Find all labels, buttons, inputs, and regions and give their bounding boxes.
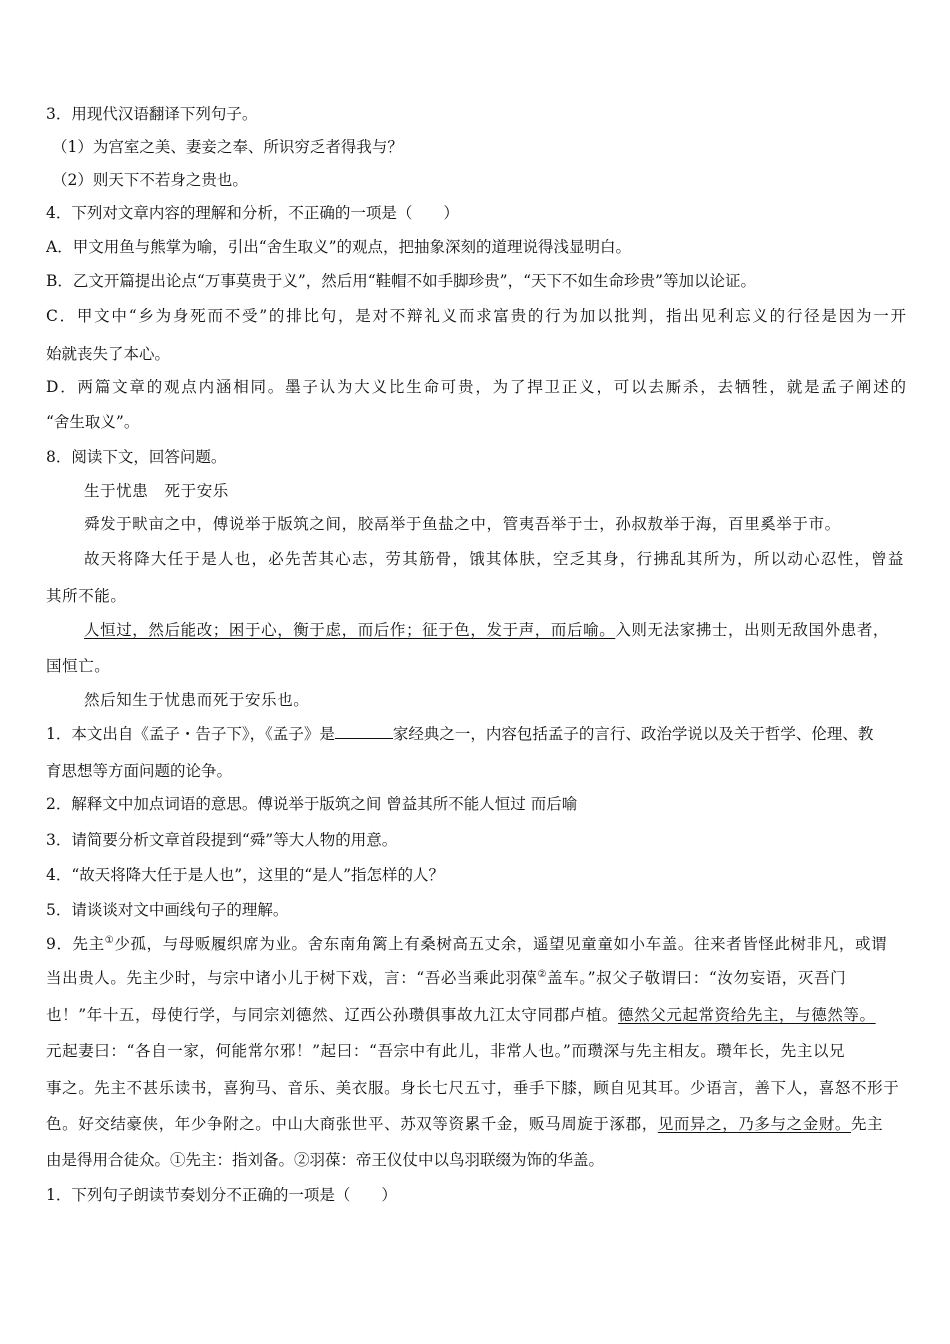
passage-title: 生于忧患 死于安乐 [84,482,229,500]
passage-paragraph-3-line1 [84,620,889,640]
q9-line4: 元起妻曰：“各自一家，何能常尔邪！”起曰：“吾宗中有此儿，非常人也。”而瓒深与先主相友。瓒年长，先主以兄 [46,1042,846,1060]
q9-line7-footnotes: 由是得用合徒众。①先主：指刘备。②羽葆：帝王仪仗中以鸟羽联缀为饰的华盖。 [46,1151,605,1169]
q9-line1: 9．先主①少孤，与母贩履织席为业。舍东南角篱上有桑树高五丈余，遥望见童童如小车盖。往来者皆怪此树非凡，或谓 [46,934,888,953]
q4-option-b: B．乙文开篇提出论点“万事莫贵于义”，然后用“鞋帽不如手脚珍贵”，“天下不如生命珍贵”等加以论证。 [46,272,756,290]
q4-option-d-line1: D．两篇文章的观点内涵相同。墨子认为大义比生命可贵，为了捍卫正义，可以去厮杀，去牺牲，就是孟子阐述的 [46,378,906,396]
q9-line3: 也！”年十五，母使行学，与同宗刘德然、辽西公孙瓒俱事故九江太守同郡卢植。德然父元起常资给先主，与德然等。 [46,1006,876,1024]
q9-line5: 事之。先主不甚乐读书，喜狗马、音乐、美衣服。身长七尺五寸，垂手下膝，顾自见其耳。少语言，善下人，喜怒不形于 [46,1079,900,1097]
q8-sub2: 2．解释文中加点词语的意思。傅说举于版筑之间 曾益其所不能人恒过 而后喻 [46,795,578,813]
q9-sub1: 1．下列句子朗读节奏划分不正确的一项是（ ） [46,1186,397,1204]
q4-option-c-line2: 始就丧失了本心。 [46,345,171,363]
footnote-marker-1: ① [104,934,115,946]
q4-option-a: A．甲文用鱼与熊掌为喻，引出“舍生取义”的观点，把抽象深刻的道理说得浅显明白。 [46,238,632,256]
passage-paragraph-1: 舜发于畎亩之中，傅说举于版筑之间，胶鬲举于鱼盐之中，管夷吾举于士，孙叔敖举于海，百里奚举于市。 [84,515,841,533]
q9-underlined-1: 德然父元起常资给先主，与德然等。 [618,1006,876,1024]
q8-sub4: 4．“故天将降大任于是人也”，这里的“是人”指怎样的人？ [46,866,445,884]
underlined-sentence: 人恒过，然后能改；困于心，衡于虑，而后作；征于色，发于声，而后喻。 [84,621,616,639]
q8-title: 8．阅读下文，回答问题。 [46,448,227,466]
q4-title: 4．下列对文章内容的理解和分析，不正确的一项是（ ） [46,204,459,222]
q4-option-d-line2: “舍生取义”。 [46,413,140,431]
q8-sub3: 3．请简要分析文章首段提到“舜”等大人物的用意。 [46,831,398,849]
q8-sub5: 5．请谈谈对文中画线句子的理解。 [46,901,289,919]
q8-sub1-line1: 1．本文出自《孟子・告子下》，《孟子》是 家经典之一，内容包括孟子的言行、政治学说以及关于哲学、伦理、教 [46,725,874,743]
q9-line6: 色。好交结豪侠，年少争附之。中山大商张世平、苏双等资累千金，贩马周旋于涿郡，见而异之，乃多与之金财。先主 [46,1115,884,1133]
q3-sentence-1: （1）为宫室之美、妻妾之奉、所识穷乏者得我与？ [52,138,403,156]
q8-sub1-line2: 育思想等方面问题的论争。 [46,762,233,780]
q9-underlined-2: 见而异之，乃多与之金财。 [657,1115,852,1133]
q9-line2: 当出贵人。先主少时，与宗中诸小儿于树下戏，言：“吾必当乘此羽葆②盖车。”叔父子敬谓曰：“汝勿妄语，灭吾门 [46,968,847,987]
passage-paragraph-3-rest: 入则无法家拂士，出则无敌国外患者， [615,621,890,639]
passage-paragraph-3-line2: 国恒亡。 [46,657,111,675]
passage-paragraph-2-line2: 其所不能。 [46,587,127,605]
q4-option-c-line1: C．甲文中“乡为身死而不受”的排比句，是对不辩礼义而求富贵的行为加以批判，指出见利忘义的行径是因为一开 [46,307,906,325]
passage-paragraph-4: 然后知生于忧患而死于安乐也。 [84,691,310,709]
answer-blank [335,724,393,739]
footnote-marker-2: ② [537,968,548,980]
q3-sentence-2: （2）则天下不若身之贵也。 [52,171,248,189]
q3-title: 3．用现代汉语翻译下列句子。 [46,105,258,123]
passage-paragraph-2-line1: 故天将降大任于是人也，必先苦其心志，劳其筋骨，饿其体肤，空乏其身，行拂乱其所为，所以动心忍性，曾益 [84,550,904,568]
